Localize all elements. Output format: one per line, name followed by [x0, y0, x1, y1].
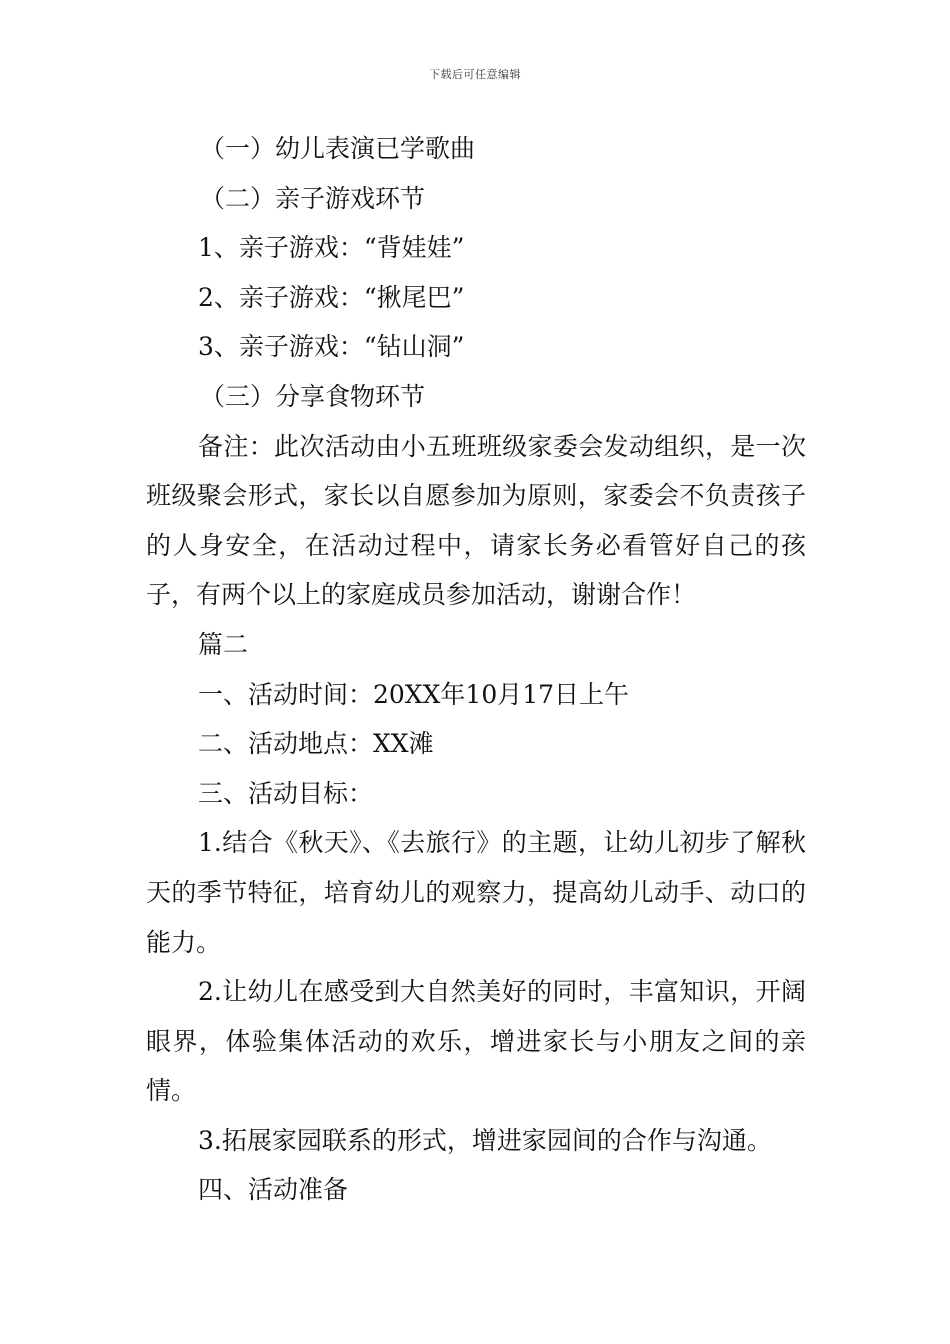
game-item-2: 2、亲子游戏：“揪尾巴” [198, 282, 465, 312]
section-title: 篇二 [198, 629, 249, 659]
activity-place: 二、活动地点：XX滩 [198, 729, 434, 759]
game-item-1: 1、亲子游戏：“背娃娃” [198, 233, 465, 263]
goal-paragraph-1: 1.结合《秋天》、《去旅行》的主题，让幼儿初步了解秋天的季节特征，培育幼儿的观察力，提高幼儿动手、动口的能力。 [146, 828, 806, 957]
activity-time: 一、活动时间：20XX年10月17日上午 [198, 679, 630, 709]
header-note: 下载后可任意编辑 [429, 68, 521, 81]
goals-heading: 三、活动目标： [198, 778, 374, 808]
document-body [146, 124, 806, 1215]
goal-paragraph-3: 3.拓展家园联系的形式，增进家园间的合作与沟通。 [198, 1125, 772, 1155]
program-item-3: （三）分享食物环节 [200, 381, 426, 411]
goal-paragraph-2: 2.让幼儿在感受到大自然美好的同时，丰富知识，开阔眼界，体验集体活动的欢乐，增进家长与小朋友之间的亲情。 [146, 977, 806, 1106]
remark-paragraph: 备注：此次活动由小五班班级家委会发动组织，是一次班级聚会形式，家长以自愿参加为原则，家委会不负责孩子的人身安全，在活动过程中，请家长务必看管好自己的孩子，有两个以上的家庭成员参加活动，谢谢合作！ [146, 431, 806, 610]
program-item-2: （二）亲子游戏环节 [200, 183, 426, 213]
game-item-3: 3、亲子游戏：“钻山洞” [198, 332, 465, 362]
preparation-heading: 四、活动准备 [198, 1175, 349, 1205]
program-item-1: （一）幼儿表演已学歌曲 [200, 134, 476, 163]
